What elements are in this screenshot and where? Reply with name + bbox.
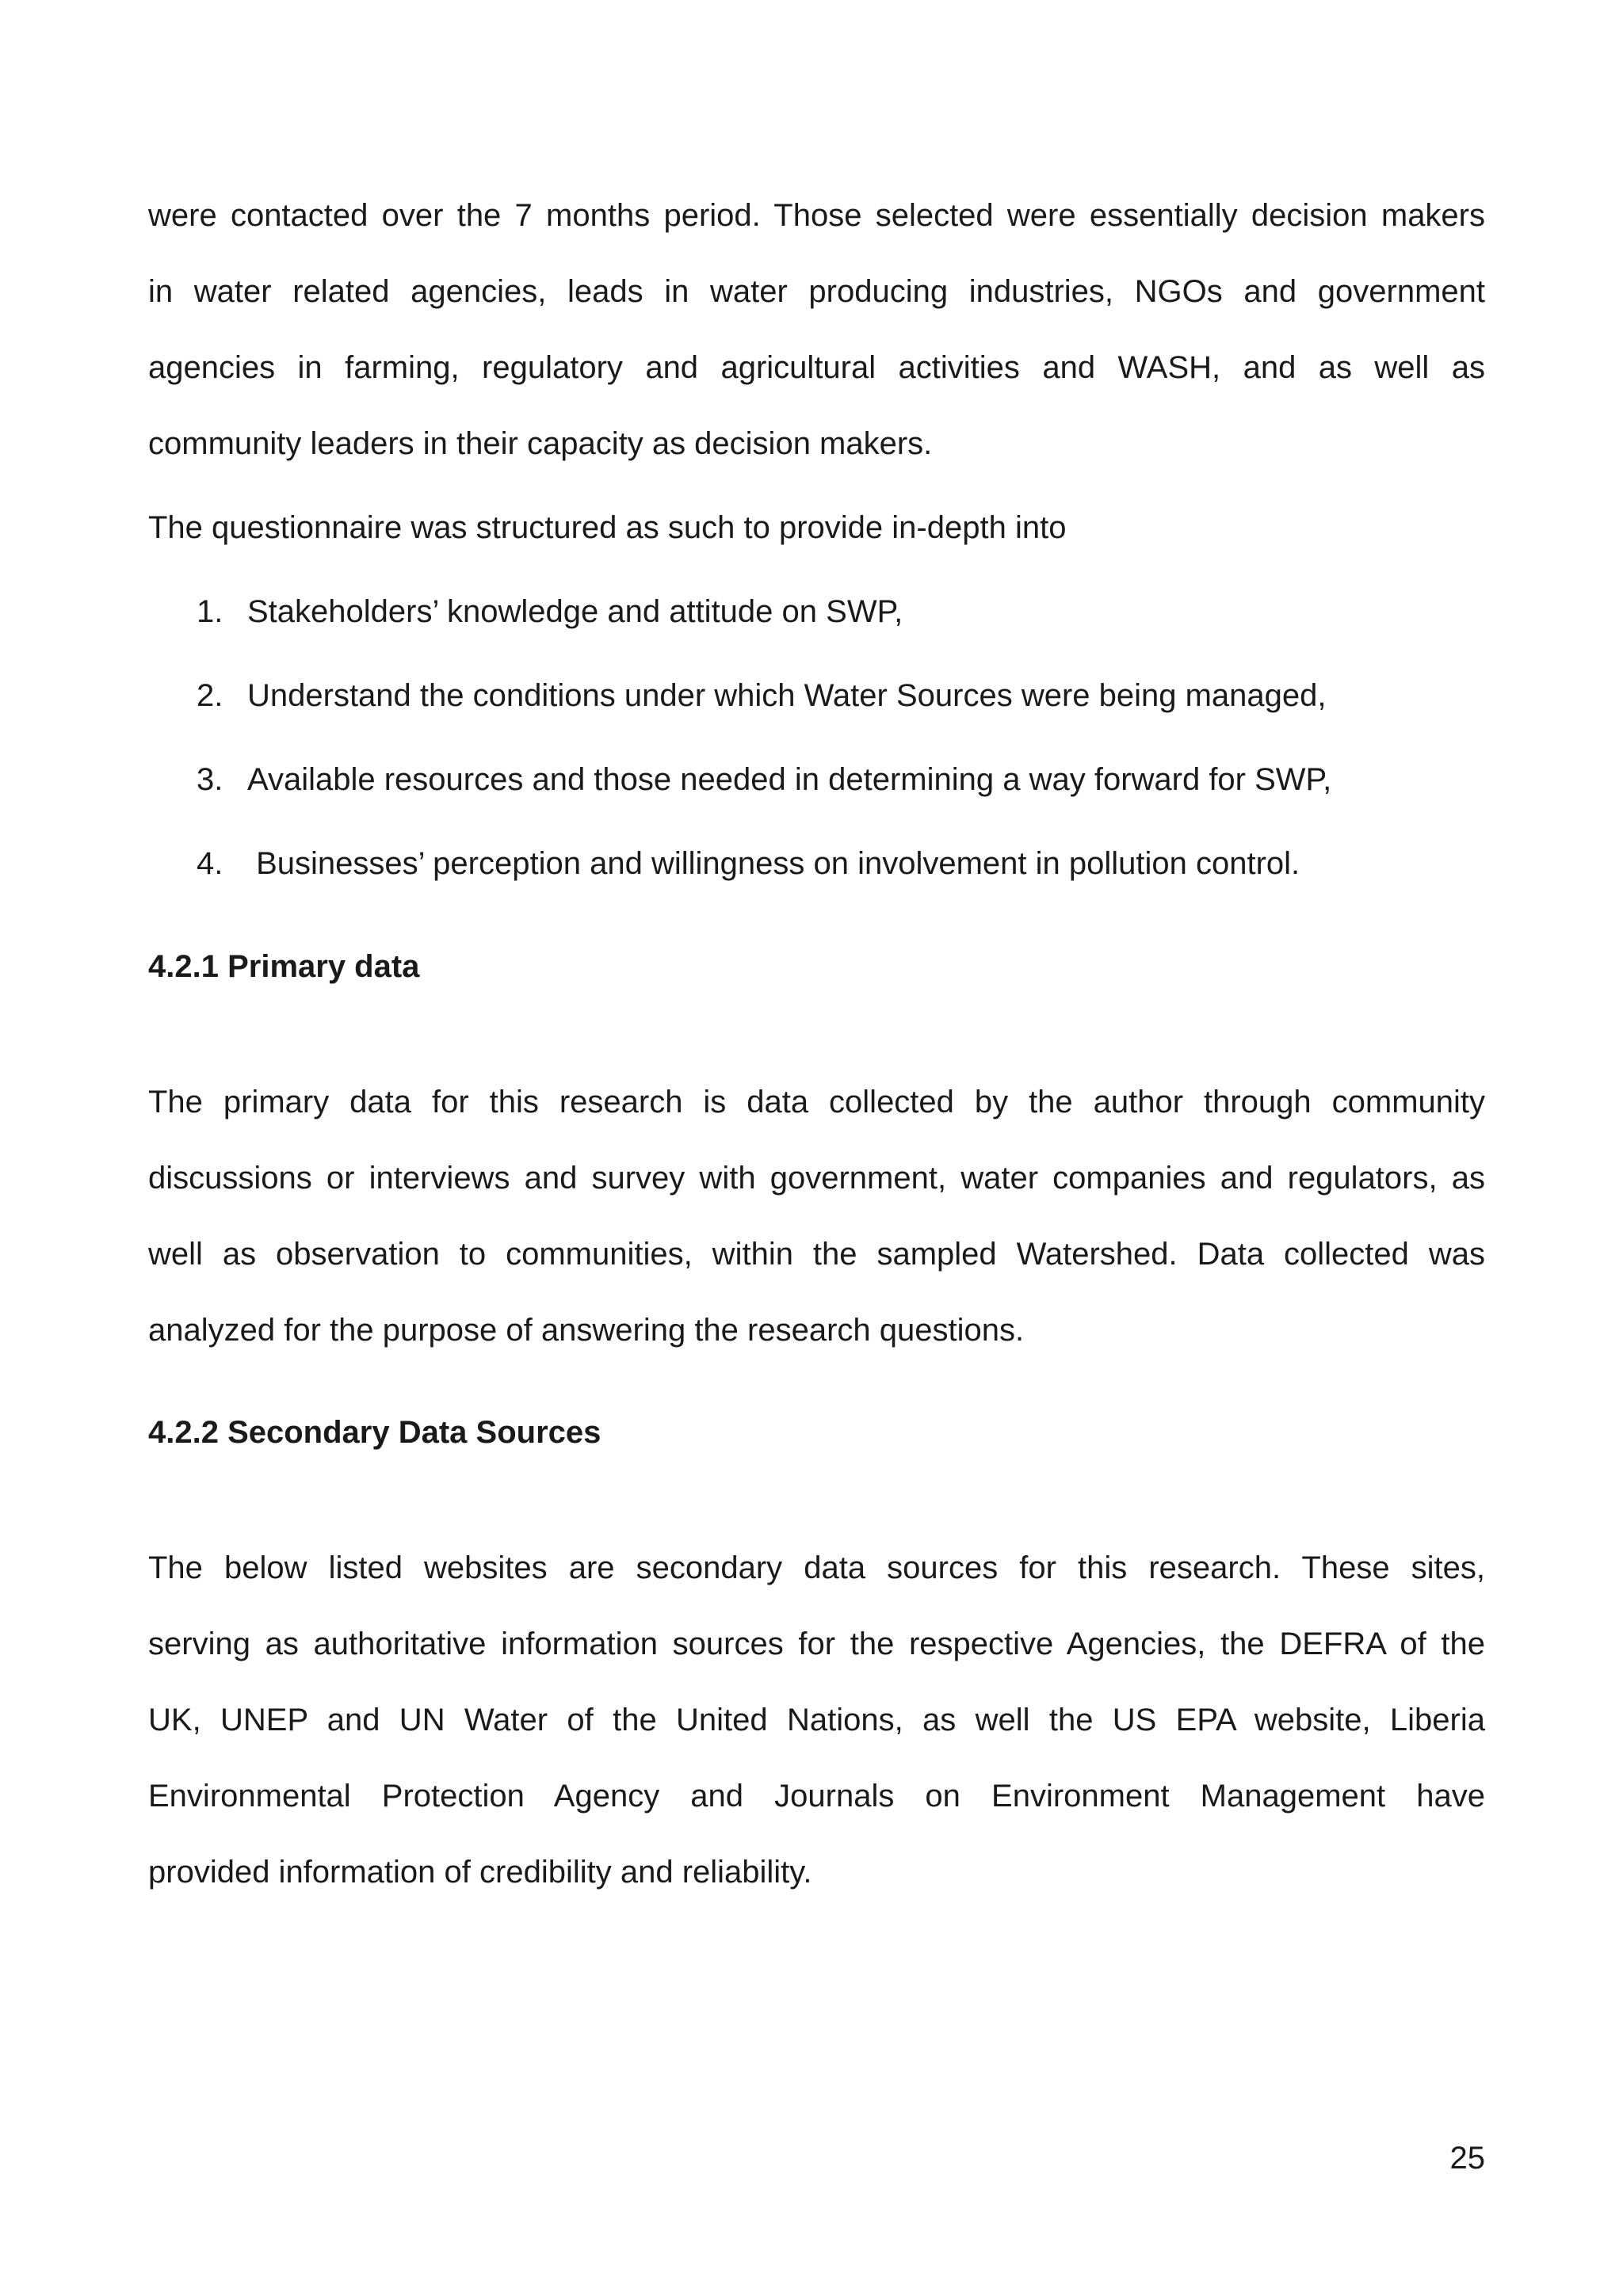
- list-text: Available resources and those needed in determining a way forward for SWP,: [247, 762, 1332, 797]
- list-number: 4.: [197, 846, 223, 881]
- paragraph-line: serving as authoritative information sources for the respective Agencies, the DEFRA of the: [148, 1627, 1485, 1661]
- intro-text: The questionnaire was structured as such to provide in-depth into: [148, 510, 1067, 545]
- list-text: Businesses’ perception and willingness on involvement in pollution control.: [247, 846, 1300, 881]
- paragraph-line: Environmental Protection Agency and Journals on Environment Management have: [148, 1779, 1485, 1814]
- paragraph-line: UK, UNEP and UN Water of the United Nations, as well the US EPA website, Liberia: [148, 1703, 1485, 1737]
- list-item: [197, 845, 1300, 883]
- list-item: [197, 677, 1327, 715]
- list-item: [197, 593, 903, 631]
- paragraph-line: analyzed for the purpose of answering the research questions.: [148, 1313, 1025, 1348]
- list-item: [197, 761, 1331, 799]
- list-text: Understand the conditions under which Water Sources were being managed,: [247, 678, 1327, 713]
- list-number: 2.: [197, 678, 223, 713]
- paragraph-line: were contacted over the 7 months period. Those selected were essentially decision makers: [148, 198, 1485, 233]
- paragraph-line: discussions or interviews and survey with government, water companies and regulators, as: [148, 1161, 1485, 1196]
- list-number: 3.: [197, 762, 223, 797]
- section-heading-primary-data: 4.2.1 Primary data: [148, 949, 420, 984]
- section-heading-secondary-data: 4.2.2 Secondary Data Sources: [148, 1415, 601, 1450]
- paragraph-line: agencies in farming, regulatory and agricultural activities and WASH, and as well as: [148, 350, 1485, 385]
- paragraph-line: provided information of credibility and reliability.: [148, 1855, 812, 1890]
- paragraph-line: The primary data for this research is data collected by the author through community: [148, 1085, 1485, 1119]
- page-number: 25: [1449, 2141, 1485, 2176]
- list-text: Stakeholders’ knowledge and attitude on SWP,: [247, 594, 903, 629]
- list-number: 1.: [197, 594, 223, 629]
- paragraph-line: well as observation to communities, within the sampled Watershed. Data collected was: [148, 1237, 1485, 1272]
- paragraph-line: community leaders in their capacity as decision makers.: [148, 426, 933, 461]
- paragraph-line: The below listed websites are secondary data sources for this research. These sites,: [148, 1550, 1485, 1585]
- paragraph-line: in water related agencies, leads in water producing industries, NGOs and government: [148, 274, 1485, 309]
